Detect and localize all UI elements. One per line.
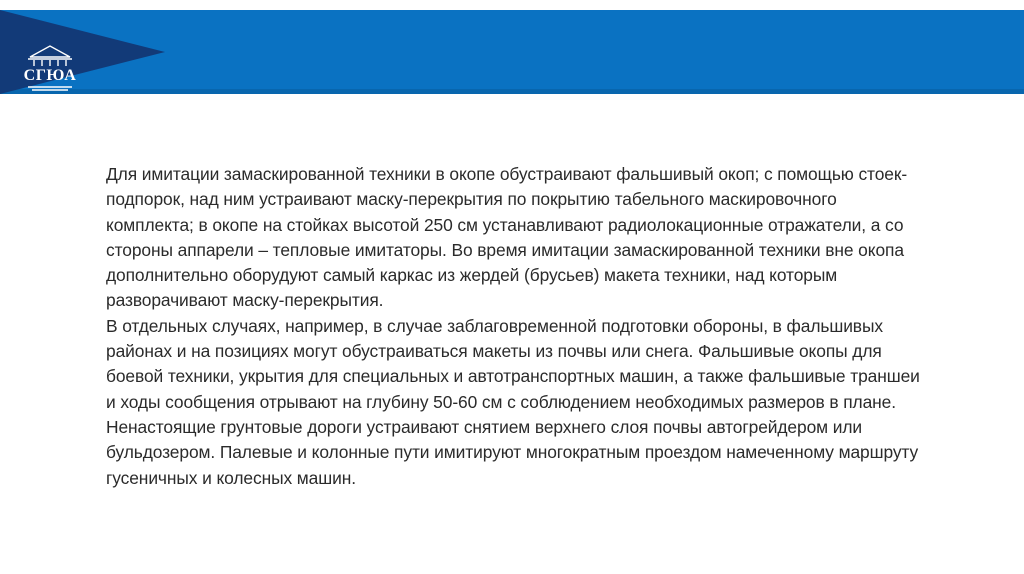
paragraph-2: В отдельных случаях, например, в случае заблаговременной подготовки обороны, в фальшивых районах и на позициях могут обустраиваться макеты из почвы или снега. Фальшивые окопы для боевой техники, укрытия для специальных и автотранспортных машин, а также фальшивые траншеи и ходы сообщения отрывают на глубину 50-60 см с соблюдением необходимых размеров в плане. — [106, 315, 920, 412]
paragraph-1: Для имитации замаскированной техники в окопе обустраивают фальшивый окоп; с помощью стоек-подпорок, над ним устраивают маску-перекрытия по покрытию табельного маскировочного комплекта; в окопе на стойках высотой 250 см устанавливают радиолокационные отражатели, а со стороны аппарели – тепловые имитаторы. Во время имитации замаскированной техники вне окопа дополнительно оборудуют самый каркас из жердей (брусьев) макета техники, над которым разворачивают маску-перекрытия. — [106, 164, 908, 311]
slide-body — [106, 162, 926, 491]
paragraph-3: Ненастоящие грунтовые дороги устраивают снятием верхнего слоя почвы автогрейдером или бульдозером. Палевые и колонные пути имитируют многократным проездом намеченному маршруту гусеничных и колесных машин. — [106, 416, 919, 488]
logo-text: СГЮА — [23, 67, 77, 84]
